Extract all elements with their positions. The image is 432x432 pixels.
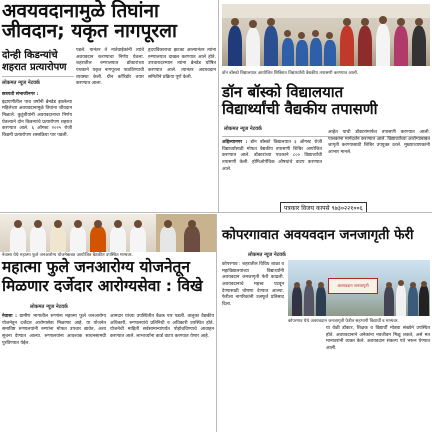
article3-headline [2, 258, 203, 297]
article4-column-1: कोपरगाव : शहरातील विविध शाळा व महाविद्यालयांच्या विद्यार्थ्यांनी अवयवदान जनजागृती फेरी काढली. अवयवदानाचे महत्त्व पटवून देण्यासाठी घोषणा देण्यात आल्या. फेरीला नागरिकांनी उत्स्फूर्त प्रतिसाद दिला. [222, 262, 284, 307]
article4-photo-caption: कोपरगाव येथे अवयवदान जनजागृती फेरीत सहभागी विद्यार्थी व मान्यवर. [288, 319, 399, 324]
article1-subhead [2, 50, 67, 74]
column-separator [218, 0, 219, 212]
article4-headline: कोपरगावात अवयवदान जनजागृती फेरी [222, 227, 414, 243]
article1-headline-line1: अवयवदानामुळे तिघांना [2, 0, 159, 22]
article4-photo [288, 260, 430, 316]
article-kopargaon-rally [218, 214, 432, 432]
article-jan-arogya-yojana [0, 214, 216, 432]
column-separator [216, 214, 217, 432]
divider [2, 76, 74, 77]
article2-headline-line2: विद्यार्थ्यांची वैद्यकीय तपासणी [222, 100, 378, 119]
row-separator [0, 212, 432, 213]
article4-column-2: या वेळी डॉक्टर, शिक्षक व विद्यार्थी मोठ्या संख्येने उपस्थित होते. अवयवदानाने अनेकांना नवजीवन मिळू शकते, असे मत मान्यवरांनी व्यक्त केले. अवयवदान संकल्प पत्रे भरून घेण्यात आली. [326, 326, 430, 351]
article1-headline-line2: जीवदान; यकृत नागपूरला [2, 19, 177, 42]
article3-photo-caption: नेवासा येथे महात्मा फुले जनआरोग्य योजनेबाबत आयोजित बैठकीत उपस्थित मान्यवर. [2, 253, 133, 258]
article3-column-2: आमदार यांच्या उपस्थितीत बैठक पार पडली. तालुका वैद्यकीय अधिकारी, रुग्णालयांचे प्रतिनिधी व अधिकारी उपस्थित होते. योजनेची माहिती सर्वसामान्यांपर्यंत पोहोचविण्याचे आवाहन करण्यात आले. लाभार्थ्यांना कार्ड वाटप करण्यात येणार आहे. [110, 314, 214, 339]
article3-column-1 [2, 314, 106, 432]
article2-column-2: आहेत याची डॉक्टरांमार्फत तपासणी करण्यात आली. पालकांना मार्गदर्शन करण्यात आले. विद्यार्थ्यांच्या आरोग्याबाबत जागृती करण्यासाठी शिबिर उपयुक्त ठरले. मुख्याध्यापकांनी आभार मानले. [328, 130, 430, 155]
article2-photo-caption: डॉन बॉस्को विद्यालयात आयोजित शिबिरात विद्यार्थ्यांची वैद्यकीय तपासणी करण्यात आली. [222, 71, 359, 76]
article4-column-1b [222, 344, 322, 432]
reporter-contact-stamp: पत्रकार विजय कापसे ९७३०२२१००६ [280, 202, 367, 212]
rally-banner: अवयवदान जनजागृती [328, 278, 378, 294]
article1-byline: लोकमत न्यूज नेटवर्क [2, 80, 40, 86]
article-organ-donation-nagpur [0, 0, 218, 212]
article1-column-2: पडले. यानंतर ते नातेवाईकांनी त्यांचे अवयवदान करण्याचा निर्णय घेतला. शहरातील रुग्णालयात डॉक्टरांच्या पथकाने यकृत नागपूरला पाठविण्याची व्यवस्था केली. ग्रीन कॉरिडॉर तयार करण्यात आला. [76, 48, 144, 87]
article2-headline-line1: डॉन बॉस्को विद्यालयात [222, 83, 344, 101]
article2-headline [222, 84, 378, 119]
article4-byline: लोकमत न्यूज नेटवर्क [248, 252, 286, 258]
article3-col1-text: ग्रामीण भागातील रुग्णांना महात्मा फुले जनआरोग्य योजनेतून दर्जेदार आरोग्यसेवा मिळणार आहे. या योजनेत समाविष्ट रुग्णालयांनी रुग्णांना मोफत उपचार द्यावेत, अशा सूचना देण्यात आल्या. रुग्णालयांना आवश्यक साधनसामग्री पुरविण्यात येईल. [2, 314, 106, 346]
article2-photo [222, 4, 430, 66]
article1-col1-text: इंद्रायणीतील पाच वर्षांनी ब्रेनडेड झालेल्या महिलेच्या अवयवदानामुळे तिघांना जीवदान मिळाले. कुटुंबीयांनी अवयवदानाचा निर्णय घेतल्याने दोन किडन्यांचे प्रत्यारोपण शहरात करण्यात आले. ६ ऑगस्ट २०२५ रोजी किडनी प्रत्यारोपण शस्त्रक्रिया पार पडली. [2, 99, 72, 138]
article3-headline-line2: मिळणार दर्जेदार आरोग्यसेवा : विखे [2, 277, 203, 296]
article1-headline [2, 2, 177, 42]
article1-subhead-line1: दोन्ही किडन्यांचे [2, 50, 58, 61]
article1-subhead-line2: शहरात प्रत्यारोपण [2, 62, 67, 73]
article1-column-1 [2, 92, 72, 212]
article2-dateline: अहिल्यानगर : [222, 140, 248, 145]
article-don-bosco-checkup [220, 0, 432, 212]
article3-dateline: नेवासा : [2, 314, 17, 319]
article1-column-3: हृदयविकाराचा झटका आल्यानंतर त्यांना रुग्णालयात दाखल करण्यात आले होते. उपचारादरम्यान त्यांना ब्रेनडेड घोषित करण्यात आले. त्यानंतर अवयवदान समितीने प्रक्रिया पूर्ण केली. [148, 48, 216, 80]
article3-photo [0, 214, 216, 252]
article1-dateline: छत्रपती संभाजीनगर : [2, 92, 39, 97]
article3-headline-line1: महात्मा फुले जनआरोग्य योजनेतून [2, 258, 190, 276]
article3-byline: लोकमत न्यूज नेटवर्क [30, 304, 68, 310]
article2-byline: लोकमत न्यूज नेटवर्क [224, 126, 262, 132]
article2-col1-text: डॉन बॉस्को विद्यालयात ३ ऑगस्ट रोजी विद्यार्थ्यांसाठी मोफत वैद्यकीय तपासणी शिबिर आयोजित करण्यात आले. डॉक्टरांच्या पथकाने ८०० विद्यार्थ्यांची तपासणी केली. होमिओपॅथिक औषधांचे वाटप करण्यात आले. [222, 140, 322, 172]
